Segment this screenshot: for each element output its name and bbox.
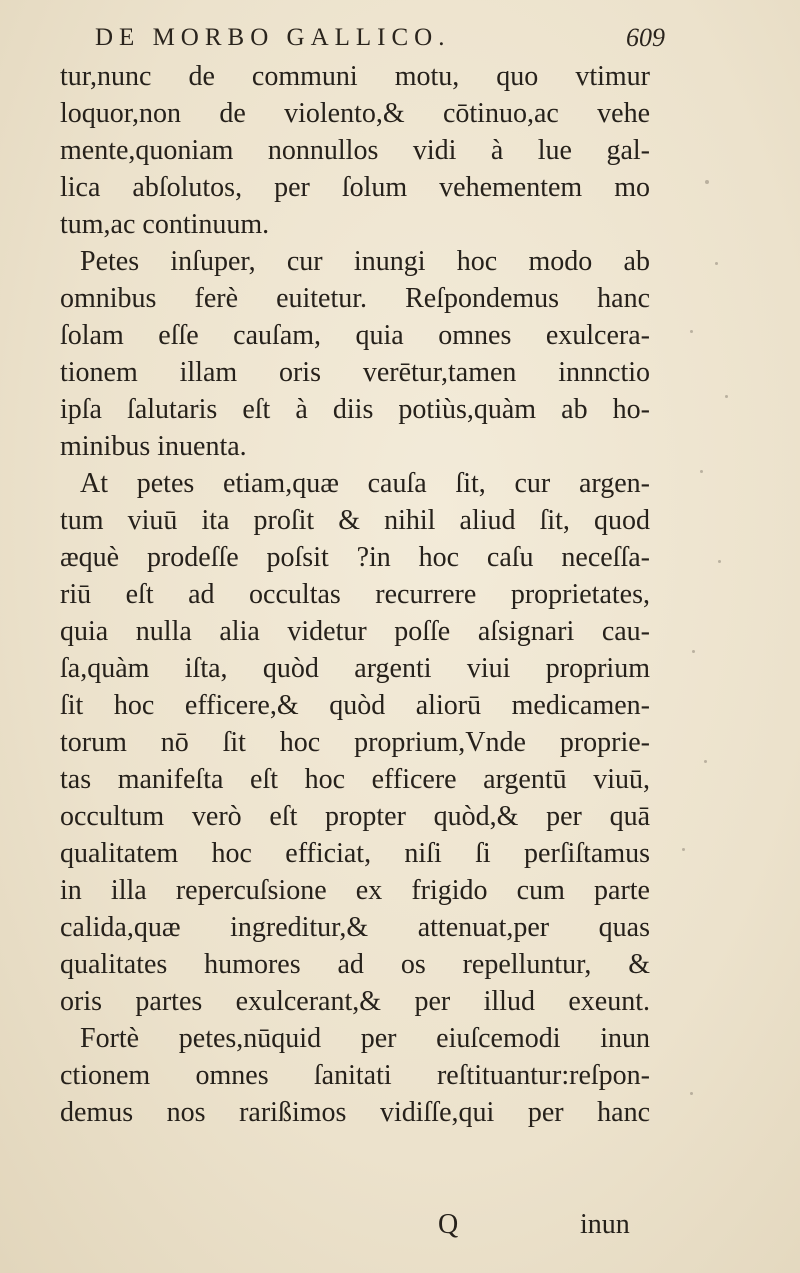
text-line: oris partes exulcerant,& per illud exeunt.: [60, 986, 650, 1017]
text-line: lica abſolutos, per ſolum vehementem mo: [60, 172, 650, 203]
running-head: [95, 18, 665, 58]
margin-speck: [692, 650, 695, 653]
text-line: occultum verò eſt propter quòd,& per quā: [60, 801, 650, 832]
margin-speck: [704, 760, 707, 763]
margin-speck: [715, 262, 718, 265]
signature-mark: Q: [438, 1209, 459, 1240]
text-line: Fortè petes,nūquid per eiuſcemodi inun: [80, 1023, 650, 1054]
text-line: tum viuū ita proſit & nihil aliud ſit, quod: [60, 505, 650, 536]
page-number: 609: [626, 23, 665, 52]
margin-speck: [725, 395, 728, 398]
text-line: in illa repercuſsione ex frigido cum parte: [60, 875, 650, 906]
text-line: ſa,quàm iſta, quòd argenti viui proprium: [60, 653, 650, 684]
text-line: tionem illam oris verētur,tamen innnctio: [60, 357, 650, 388]
text-line: ipſa ſalutaris eſt à diis potiùs,quàm ab ho-: [60, 394, 650, 425]
running-title: DE MORBO GALLICO.: [95, 24, 451, 51]
text-line: quia nulla alia videtur poſſe aſsignari cau-: [60, 616, 650, 647]
text-line: At petes etiam,quæ cauſa ſit, cur argen-: [80, 468, 650, 499]
text-line: omnibus ferè euitetur. Reſpondemus hanc: [60, 283, 650, 314]
page-footer: [60, 1206, 650, 1243]
text-line: tas manifeſta eſt hoc efficere argentū viuū,: [60, 764, 650, 795]
text-line: æquè prodeſſe poſsit ?in hoc caſu neceſſa-: [60, 542, 650, 573]
text-line: qualitates humores ad os repelluntur, &: [60, 949, 650, 980]
margin-speck: [705, 180, 709, 184]
margin-speck: [690, 1092, 693, 1095]
text-line: riū eſt ad occultas recurrere proprietates,: [60, 579, 650, 610]
text-line: Petes inſuper, cur inungi hoc modo ab: [80, 246, 650, 277]
text-line: ſolam eſſe cauſam, quia omnes exulcera-: [60, 320, 650, 351]
text-line: mente,quoniam nonnullos vidi à lue gal-: [60, 135, 650, 166]
text-line: calida,quæ ingreditur,& attenuat,per quas: [60, 912, 650, 943]
text-line: tur,nunc de communi motu, quo vtimur: [60, 61, 650, 92]
margin-speck: [700, 470, 703, 473]
text-line: demus nos rarißimos vidiſſe,qui per hanc: [60, 1097, 650, 1128]
margin-speck: [718, 560, 721, 563]
text-line: tum,ac continuum.: [60, 209, 270, 240]
text-line: minibus inuenta.: [60, 431, 247, 462]
text-line: loquor,non de violento,& cōtinuo,ac vehe: [60, 98, 650, 129]
catchword: inun: [580, 1209, 630, 1240]
margin-speck: [690, 330, 693, 333]
text-line: ſit hoc efficere,& quòd aliorū medicamen-: [60, 690, 650, 721]
margin-speck: [682, 848, 685, 851]
text-line: torum nō ſit hoc proprium,Vnde proprie-: [60, 727, 650, 758]
body-text: [60, 58, 650, 1131]
text-line: ctionem omnes ſanitati reſtituantur:reſpon-: [60, 1060, 650, 1091]
text-line: qualitatem hoc efficiat, niſi ſi perſiſtamus: [60, 838, 650, 869]
